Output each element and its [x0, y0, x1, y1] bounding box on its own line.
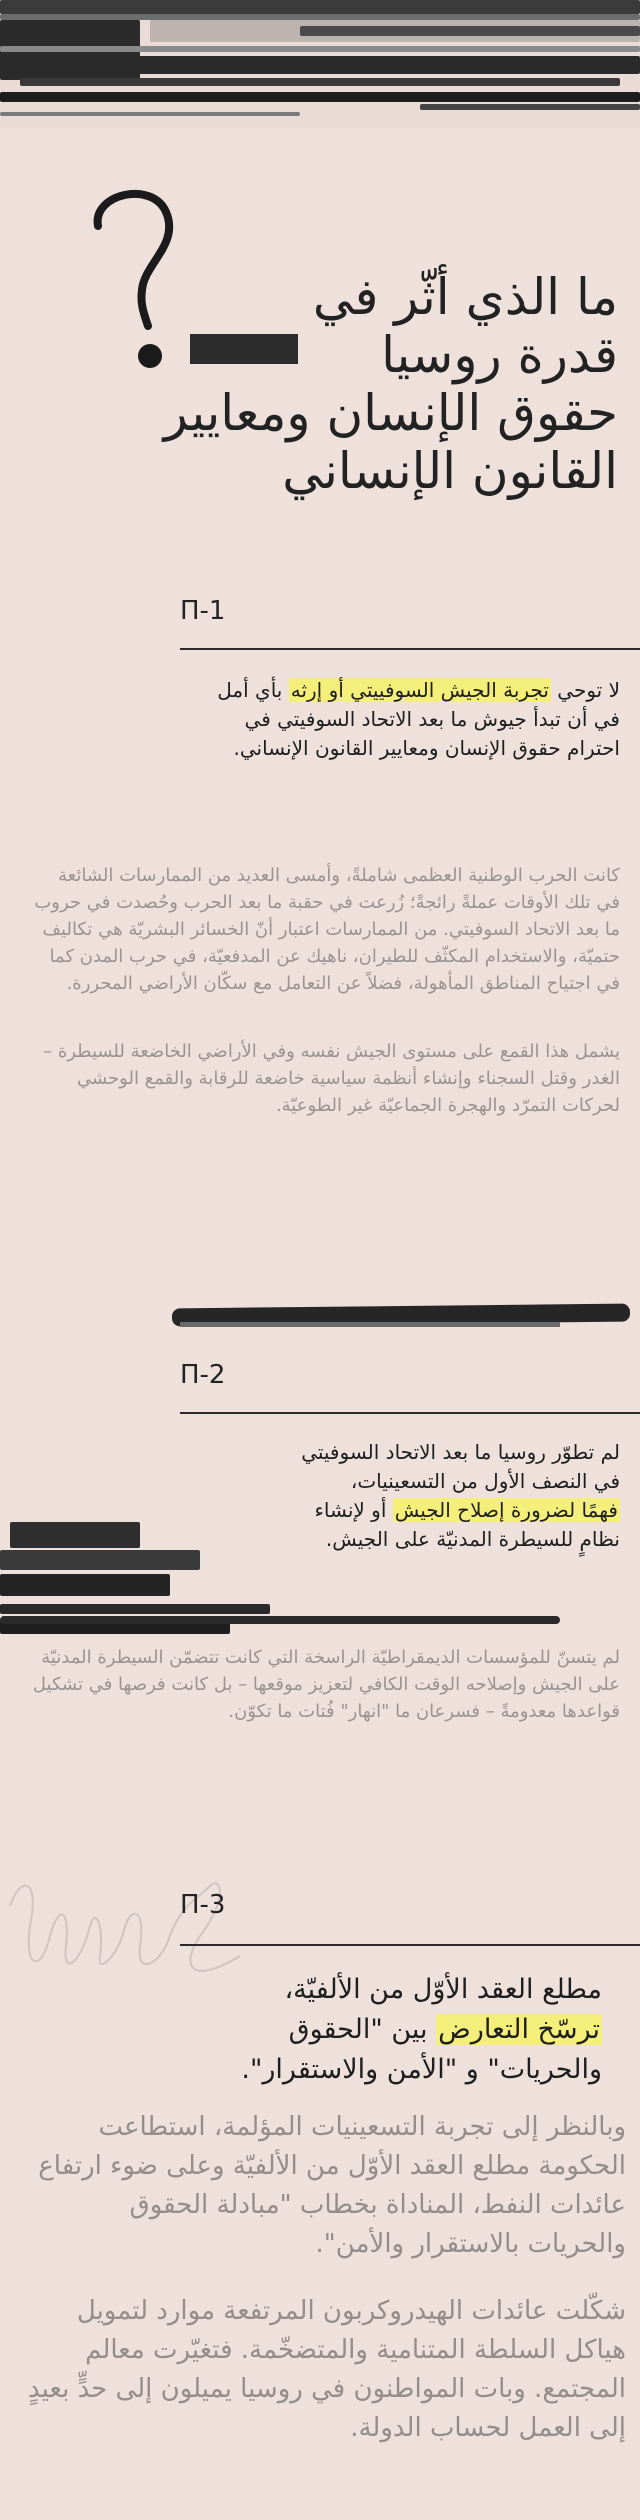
lead-text: والحريات" و "الأمن والاستقرار".	[241, 2054, 602, 2085]
section-divider	[180, 1944, 640, 1946]
section-divider	[180, 648, 640, 650]
lead-text: مطلع العقد الأوّل من الألفيّة،	[284, 1974, 602, 2005]
header-grunge-band	[0, 0, 640, 128]
lead-text: لم تطوّر روسيا ما بعد الاتحاد السوفيتي	[301, 1440, 620, 1464]
lead-text: لا توحي	[550, 678, 620, 702]
lead-text: بين "الحقوق	[288, 2014, 437, 2045]
section-label: П-1	[180, 596, 226, 626]
body-paragraph: لم يتسنّ للمؤسسات الديمقراطيّة الراسخة التي كانت تتضمّن السيطرة المدنيّة على الجيش وإصلاحه الوقت الكافي لتعزيز موقعها – بل كانت فرصها في تشكيل قواعدها معدومةً – فسرعان ما "انهار" فُتات ما تكوّن.	[32, 1647, 620, 1722]
lead-text: نظامٍ للسيطرة المدنيّة على الجيش.	[325, 1527, 620, 1551]
body-paragraph: كانت الحرب الوطنية العظمى شاملةً، وأمسى العديد من الممارسات الشائعة في تلك الأوقات عملةً رائجةً؛ زُرعت في حقبة ما بعد الحرب وحُصدت في حروب ما بعد الاتحاد السوفيتي. من الممارسات اعتبار أنّ الخسائر البشريّة هي تكاليف حتميّة، والاستخدام المكثّف للطيران، ناهيك عن المدفعيّة، في حرب المدن كما في اجتياح المناطق المأهولة، فضلاً عن التعامل مع سكّان الأراضي المحررة.	[34, 865, 620, 994]
section-lead	[205, 676, 620, 763]
section-label: П-2	[180, 1360, 226, 1390]
title-line: حقوق الإنسان ومعايير	[163, 384, 618, 442]
brush-stroke	[0, 1616, 560, 1624]
section-label: П-3	[180, 1890, 226, 1920]
highlighted-phrase: تجربة الجيش السوفييتي أو إرثه	[290, 678, 549, 702]
title-line: ما الذي أثّر في	[312, 268, 618, 326]
grunge-block	[0, 1516, 270, 1646]
highlighted-phrase: فهمًا لضرورة إصلاح الجيش	[394, 1498, 618, 1522]
title-line: قدرة روسيا	[381, 326, 618, 384]
highlighted-phrase: ترسّخ التعارض	[438, 2014, 600, 2045]
brush-stroke	[180, 1322, 560, 1327]
body-paragraph: شكّلت عائدات الهيدروكربون المرتفعة موارد لتمويل هياكل السلطة المتنامية والمتضخّمة. فتغيّرت معالم المجتمع. وبات المواطنون في روسيا يميلون إلى حدٍّ بعيدٍ إلى العمل لحساب الدولة.	[28, 2296, 626, 2443]
section-lead	[180, 1970, 602, 2090]
title-line: القانون الإنساني	[282, 442, 618, 500]
lead-text: في النصف الأول من التسعينيات،	[350, 1469, 620, 1493]
body-paragraph: يشمل هذا القمع على مستوى الجيش نفسه وفي الأراضي الخاضعة للسيطرة – الغدر وقتل السجناء وإنشاء أنظمة سياسية خاضعة للرقابة والقمع الوحشي لحركات التمرّد والهجرة الجماعيّة غير الطوعيّة.	[43, 1041, 620, 1116]
page-title	[10, 268, 618, 500]
section-divider	[180, 1412, 640, 1414]
lead-text: أو لإنشاء	[314, 1498, 393, 1522]
lead-text: بأي أمل في أن تبدأ جيوش ما بعد الاتحاد السوفيتي في احترام حقوق الإنسان ومعايير القانون الإنساني.	[217, 678, 620, 760]
body-paragraph: وبالنظر إلى تجربة التسعينيات المؤلمة، استطاعت الحكومة مطلع العقد الأوّل من الألفيّة وعلى ضوء ارتفاع عائدات النفط، المناداة بخطاب "مبادلة الحقوق والحريات بالاستقرار والأمن".	[38, 2112, 626, 2259]
